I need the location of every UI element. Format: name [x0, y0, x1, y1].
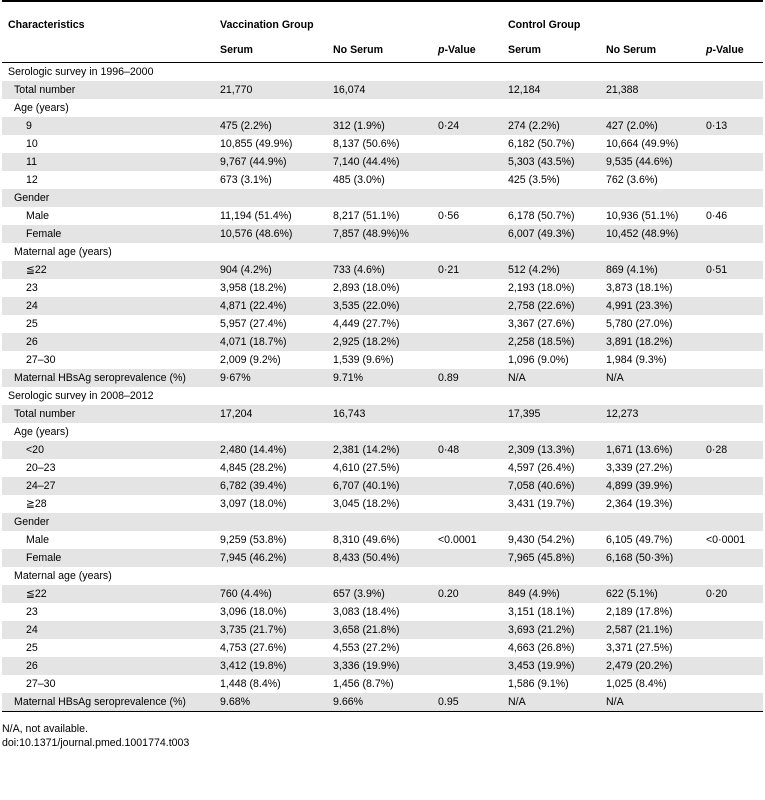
cell-v-serum: 6,782 (39.4%) — [214, 477, 327, 495]
cell-c-p — [700, 315, 763, 333]
table-row — [2, 675, 763, 693]
cell-v-p — [432, 351, 502, 369]
characteristics-table — [2, 0, 763, 712]
cell-v-p — [432, 225, 502, 243]
cell-v-p: 0.95 — [432, 693, 502, 712]
section-row — [2, 63, 763, 82]
cell-c-p: 0·20 — [700, 585, 763, 603]
cell-c-noserum: 4,899 (39.9%) — [600, 477, 700, 495]
cell-c-noserum: 6,168 (50·3%) — [600, 549, 700, 567]
cell-v-noserum: 2,925 (18.2%) — [327, 333, 432, 351]
cell-v-serum: 10,855 (49.9%) — [220, 138, 293, 150]
header-vaccination-group: Vaccination Group — [214, 1, 502, 38]
cell-v-p — [432, 495, 502, 513]
cell-c-noserum: 1,671 (13.6%) — [600, 441, 700, 459]
cell-c-serum: 2,758 (22.6%) — [502, 297, 600, 315]
cell-c-serum: 6,178 (50.7%) — [508, 210, 575, 222]
cell-v-serum: 11,194 (51.4%) — [220, 210, 292, 222]
p-suffix: -Value — [444, 44, 476, 56]
p-letter: p — [706, 44, 713, 56]
group-label: Maternal age (years) — [14, 570, 112, 582]
cell-c-serum: 274 (2.2%) — [502, 117, 600, 135]
cell-v-noserum: 8,217 (51.1%) — [333, 210, 400, 222]
cell-v-noserum: 2,381 (14.2%) — [327, 441, 432, 459]
section-label: Serologic survey in 2008–2012 — [8, 390, 154, 402]
row-label: 24 — [2, 621, 214, 639]
table-row — [2, 603, 763, 621]
cell-c-noserum: 21,388 — [600, 81, 700, 99]
cell-c-serum: 2,258 (18.5%) — [502, 333, 600, 351]
cell-c-p: 0·13 — [700, 117, 763, 135]
row-label: Female — [2, 225, 214, 243]
cell-c-serum: 6,182 (50.7%) — [508, 138, 575, 150]
cell-v-serum: 3,097 (18.0%) — [220, 498, 287, 510]
cell-c-serum: 3,151 (18.1%) — [508, 606, 575, 618]
table-row — [2, 549, 763, 567]
cell-v-serum: 673 (3.1%) — [220, 174, 272, 186]
header-ctrl-serum: Serum — [502, 38, 600, 63]
cell-c-p — [700, 495, 763, 513]
header-vacc-no-serum: No Serum — [327, 38, 432, 63]
cell-c-serum: 17,395 — [502, 405, 600, 423]
cell-c-p — [700, 549, 763, 567]
table-row — [2, 135, 763, 153]
cell-v-noserum: 9.66% — [327, 693, 432, 712]
cell-c-p — [700, 405, 763, 423]
cell-v-noserum: 7,857 (48.9%)% — [327, 225, 432, 243]
cell-v-serum: 9.68% — [214, 693, 327, 712]
section-row — [2, 387, 763, 405]
cell-c-serum: 4,663 (26.8%) — [508, 642, 575, 654]
cell-c-noserum: 427 (2.0%) — [600, 117, 700, 135]
cell-c-p — [700, 459, 763, 477]
cell-v-p — [432, 657, 502, 675]
group-row — [2, 243, 763, 261]
cell-v-p — [432, 315, 502, 333]
header-empty — [2, 38, 214, 63]
cell-c-p — [700, 171, 763, 189]
cell-v-p: 0·21 — [432, 261, 502, 279]
cell-c-noserum: 1,025 (8.4%) — [606, 678, 667, 690]
cell-c-noserum: N/A — [600, 369, 700, 387]
cell-c-noserum: 10,664 (49.9%) — [606, 138, 679, 150]
table-row — [2, 81, 763, 99]
cell-c-p — [700, 297, 763, 315]
cell-c-noserum: 10,936 (51.1%) — [606, 210, 679, 222]
cell-c-serum: 6,007 (49.3%) — [502, 225, 600, 243]
cell-v-serum: 10,576 (48.6%) — [214, 225, 327, 243]
cell-c-p: 0·28 — [700, 441, 763, 459]
cell-c-serum: 9,430 (54.2%) — [508, 534, 575, 546]
row-label: 20–23 — [26, 462, 56, 474]
row-label: Total number — [2, 81, 214, 99]
cell-v-noserum: 3,045 (18.2%) — [333, 498, 400, 510]
row-label: 23 — [26, 606, 38, 618]
table-row — [2, 639, 763, 657]
header-characteristics: Characteristics — [2, 1, 214, 38]
cell-v-noserum: 7,140 (44.4%) — [327, 153, 432, 171]
cell-v-p — [432, 549, 502, 567]
cell-c-noserum: N/A — [600, 693, 700, 712]
row-label: 26 — [2, 657, 214, 675]
cell-c-serum: 1,096 (9.0%) — [508, 354, 569, 366]
cell-c-p — [700, 351, 763, 369]
cell-v-noserum: 485 (3.0%) — [333, 174, 385, 186]
table-row — [2, 585, 763, 603]
row-label: 9 — [2, 117, 214, 135]
cell-v-noserum: 1,539 (9.6%) — [333, 354, 394, 366]
cell-v-noserum: 3,658 (21.8%) — [327, 621, 432, 639]
group-row — [2, 423, 763, 441]
table-body — [2, 63, 763, 712]
cell-v-serum: 3,735 (21.7%) — [214, 621, 327, 639]
cell-c-serum: 3,367 (27.6%) — [508, 318, 575, 330]
cell-c-p — [700, 603, 763, 621]
table-row — [2, 369, 763, 387]
table-row — [2, 117, 763, 135]
cell-v-p — [432, 297, 502, 315]
cell-c-serum: N/A — [502, 693, 600, 712]
group-row — [2, 567, 763, 585]
cell-c-p — [700, 81, 763, 99]
table-row — [2, 621, 763, 639]
cell-c-noserum: 2,587 (21.1%) — [600, 621, 700, 639]
group-label: Age (years) — [14, 102, 69, 114]
cell-c-serum: 3,431 (19.7%) — [508, 498, 575, 510]
cell-c-serum: 1,586 (9.1%) — [508, 678, 569, 690]
cell-v-p — [432, 459, 502, 477]
header-row-groups — [2, 1, 763, 38]
cell-c-p — [700, 621, 763, 639]
group-label: Age (years) — [14, 426, 69, 438]
cell-c-p — [700, 369, 763, 387]
cell-v-noserum: 312 (1.9%) — [327, 117, 432, 135]
doi-text: doi:10.1371/journal.pmed.1001774.t003 — [2, 737, 190, 749]
cell-v-serum: 475 (2.2%) — [214, 117, 327, 135]
cell-v-p — [432, 675, 502, 693]
row-label: 11 — [2, 153, 214, 171]
cell-v-noserum: 1,456 (8.7%) — [333, 678, 394, 690]
header-control-group: Control Group — [502, 1, 763, 38]
cell-c-serum: 425 (3.5%) — [508, 174, 560, 186]
table-row — [2, 351, 763, 369]
cell-v-serum: 9,259 (53.8%) — [220, 534, 287, 546]
cell-v-noserum: 4,449 (27.7%) — [333, 318, 400, 330]
section-label: Serologic survey in 1996–2000 — [8, 66, 154, 78]
cell-c-serum: 3,453 (19.9%) — [502, 657, 600, 675]
group-label: Gender — [2, 189, 763, 207]
header-vacc-serum: Serum — [214, 38, 327, 63]
table-row — [2, 441, 763, 459]
cell-v-p — [432, 135, 502, 153]
cell-v-p: <0.0001 — [438, 534, 477, 546]
cell-v-noserum: 3,083 (18.4%) — [333, 606, 400, 618]
cell-v-p — [432, 639, 502, 657]
row-label: 25 — [26, 642, 38, 654]
header-row-columns — [2, 38, 763, 63]
cell-v-serum: 2,009 (9.2%) — [220, 354, 281, 366]
row-label: ≧28 — [26, 498, 47, 510]
row-label: 12 — [26, 174, 38, 186]
cell-c-noserum: 6,105 (49.7%) — [606, 534, 673, 546]
cell-v-serum: 2,480 (14.4%) — [214, 441, 327, 459]
cell-v-serum: 5,957 (27.4%) — [220, 318, 287, 330]
cell-v-serum: 9,767 (44.9%) — [214, 153, 327, 171]
cell-c-serum: 2,309 (13.3%) — [502, 441, 600, 459]
cell-c-p — [700, 153, 763, 171]
row-label: Female — [2, 549, 214, 567]
cell-v-noserum: 733 (4.6%) — [327, 261, 432, 279]
cell-c-serum: 512 (4.2%) — [502, 261, 600, 279]
cell-c-serum: 2,193 (18.0%) — [508, 282, 575, 294]
cell-v-serum: 904 (4.2%) — [214, 261, 327, 279]
cell-v-p: 0.89 — [432, 369, 502, 387]
cell-c-noserum: 1,984 (9.3%) — [606, 354, 667, 366]
cell-v-p — [432, 621, 502, 639]
cell-c-noserum: 3,873 (18.1%) — [606, 282, 673, 294]
cell-c-p — [700, 657, 763, 675]
cell-c-serum: 3,693 (21.2%) — [502, 621, 600, 639]
row-label: Male — [26, 210, 49, 222]
cell-c-p — [700, 135, 763, 153]
cell-c-p — [700, 477, 763, 495]
row-label: 27–30 — [26, 678, 56, 690]
cell-c-p — [700, 279, 763, 297]
cell-c-serum: 7,058 (40.6%) — [502, 477, 600, 495]
cell-v-noserum: 16,074 — [327, 81, 432, 99]
row-label: 24 — [2, 297, 214, 315]
cell-v-p — [432, 171, 502, 189]
cell-v-p: 0·56 — [438, 210, 460, 222]
cell-c-noserum: 2,479 (20.2%) — [600, 657, 700, 675]
cell-v-noserum: 6,707 (40.1%) — [327, 477, 432, 495]
cell-v-noserum: 2,893 (18.0%) — [333, 282, 400, 294]
row-label: 25 — [26, 318, 38, 330]
cell-c-serum: N/A — [502, 369, 600, 387]
cell-c-p — [700, 693, 763, 712]
cell-v-serum: 7,945 (46.2%) — [214, 549, 327, 567]
table-row — [2, 279, 763, 297]
cell-c-noserum: 9,535 (44.6%) — [600, 153, 700, 171]
cell-v-p: 0.20 — [432, 585, 502, 603]
cell-v-noserum: 9.71% — [327, 369, 432, 387]
cell-v-p — [432, 81, 502, 99]
group-label: Gender — [2, 513, 763, 531]
cell-v-serum: 760 (4.4%) — [214, 585, 327, 603]
cell-c-serum: 5,303 (43.5%) — [502, 153, 600, 171]
table-row — [2, 531, 763, 549]
cell-c-p: <0·0001 — [706, 534, 746, 546]
cell-v-p — [432, 603, 502, 621]
cell-c-noserum: 12,273 — [600, 405, 700, 423]
cell-v-noserum: 3,336 (19.9%) — [327, 657, 432, 675]
cell-v-noserum: 4,610 (27.5%) — [333, 462, 400, 474]
table-row — [2, 315, 763, 333]
table-row — [2, 171, 763, 189]
cell-c-noserum: 3,339 (27.2%) — [606, 462, 673, 474]
table-row — [2, 207, 763, 225]
p-suffix: -Value — [712, 44, 744, 56]
row-label: Total number — [2, 405, 214, 423]
table-footer — [2, 712, 765, 750]
cell-c-serum: 849 (4.9%) — [502, 585, 600, 603]
table-row — [2, 477, 763, 495]
cell-v-p — [432, 477, 502, 495]
cell-c-noserum: 10,452 (48.9%) — [600, 225, 700, 243]
table-row — [2, 153, 763, 171]
table-row — [2, 333, 763, 351]
cell-c-p: 0·51 — [700, 261, 763, 279]
cell-c-noserum: 2,364 (19.3%) — [606, 498, 673, 510]
cell-v-serum: 4,871 (22.4%) — [214, 297, 327, 315]
header-ctrl-p-value — [700, 38, 763, 63]
cell-c-p — [700, 333, 763, 351]
cell-v-serum: 3,412 (19.8%) — [214, 657, 327, 675]
cell-v-serum: 1,448 (8.4%) — [220, 678, 281, 690]
cell-v-noserum: 3,535 (22.0%) — [327, 297, 432, 315]
cell-c-noserum: 3,891 (18.2%) — [600, 333, 700, 351]
cell-v-noserum: 8,310 (49.6%) — [333, 534, 400, 546]
table-row — [2, 459, 763, 477]
cell-c-noserum: 5,780 (27.0%) — [606, 318, 673, 330]
cell-v-serum: 4,071 (18.7%) — [214, 333, 327, 351]
row-label: 24–27 — [2, 477, 214, 495]
cell-v-serum: 17,204 — [214, 405, 327, 423]
group-row — [2, 189, 763, 207]
group-label: Maternal age (years) — [14, 246, 112, 258]
group-row — [2, 513, 763, 531]
table-row — [2, 225, 763, 243]
row-label: Male — [26, 534, 49, 546]
cell-c-noserum: 3,371 (27.5%) — [606, 642, 673, 654]
cell-v-p — [432, 405, 502, 423]
cell-v-p: 0·48 — [432, 441, 502, 459]
cell-v-serum: 4,845 (28.2%) — [220, 462, 287, 474]
row-label: ≦22 — [2, 261, 214, 279]
cell-v-noserum: 8,137 (50.6%) — [333, 138, 400, 150]
cell-v-noserum: 16,743 — [327, 405, 432, 423]
cell-v-p: 0·24 — [432, 117, 502, 135]
cell-v-noserum: 4,553 (27.2%) — [333, 642, 400, 654]
row-label: ≦22 — [2, 585, 214, 603]
cell-c-p: 0·46 — [706, 210, 728, 222]
header-vacc-p-value — [432, 38, 502, 63]
cell-c-serum: 4,597 (26.4%) — [508, 462, 575, 474]
cell-v-p — [432, 279, 502, 297]
cell-v-serum: 4,753 (27.6%) — [220, 642, 287, 654]
table-row — [2, 495, 763, 513]
cell-c-noserum: 622 (5.1%) — [600, 585, 700, 603]
row-label: 23 — [26, 282, 38, 294]
row-label: 26 — [2, 333, 214, 351]
table-row — [2, 297, 763, 315]
row-label: 10 — [26, 138, 38, 150]
header-ctrl-no-serum: No Serum — [600, 38, 700, 63]
table-row — [2, 693, 763, 712]
footnote: N/A, not available. — [2, 723, 88, 735]
cell-c-p — [700, 639, 763, 657]
group-row — [2, 99, 763, 117]
row-label: <20 — [2, 441, 214, 459]
row-label: Maternal HBsAg seroprevalence (%) — [2, 369, 214, 387]
row-label: 27–30 — [26, 354, 56, 366]
cell-v-noserum: 8,433 (50.4%) — [327, 549, 432, 567]
row-label: Maternal HBsAg seroprevalence (%) — [2, 693, 214, 712]
table-row — [2, 261, 763, 279]
cell-v-p — [432, 333, 502, 351]
cell-v-serum: 21,770 — [214, 81, 327, 99]
p-letter: p — [438, 44, 445, 56]
cell-c-serum: 7,965 (45.8%) — [502, 549, 600, 567]
cell-v-serum: 9·67% — [214, 369, 327, 387]
cell-v-noserum: 657 (3.9%) — [327, 585, 432, 603]
cell-c-noserum: 2,189 (17.8%) — [606, 606, 673, 618]
cell-v-p — [432, 153, 502, 171]
cell-c-noserum: 762 (3.6%) — [606, 174, 658, 186]
cell-v-serum: 3,958 (18.2%) — [220, 282, 287, 294]
cell-c-noserum: 869 (4.1%) — [600, 261, 700, 279]
cell-c-p — [700, 225, 763, 243]
table-row — [2, 405, 763, 423]
cell-v-serum: 3,096 (18.0%) — [220, 606, 287, 618]
table-row — [2, 657, 763, 675]
cell-c-serum: 12,184 — [502, 81, 600, 99]
cell-c-p — [700, 675, 763, 693]
cell-c-noserum: 4,991 (23.3%) — [600, 297, 700, 315]
